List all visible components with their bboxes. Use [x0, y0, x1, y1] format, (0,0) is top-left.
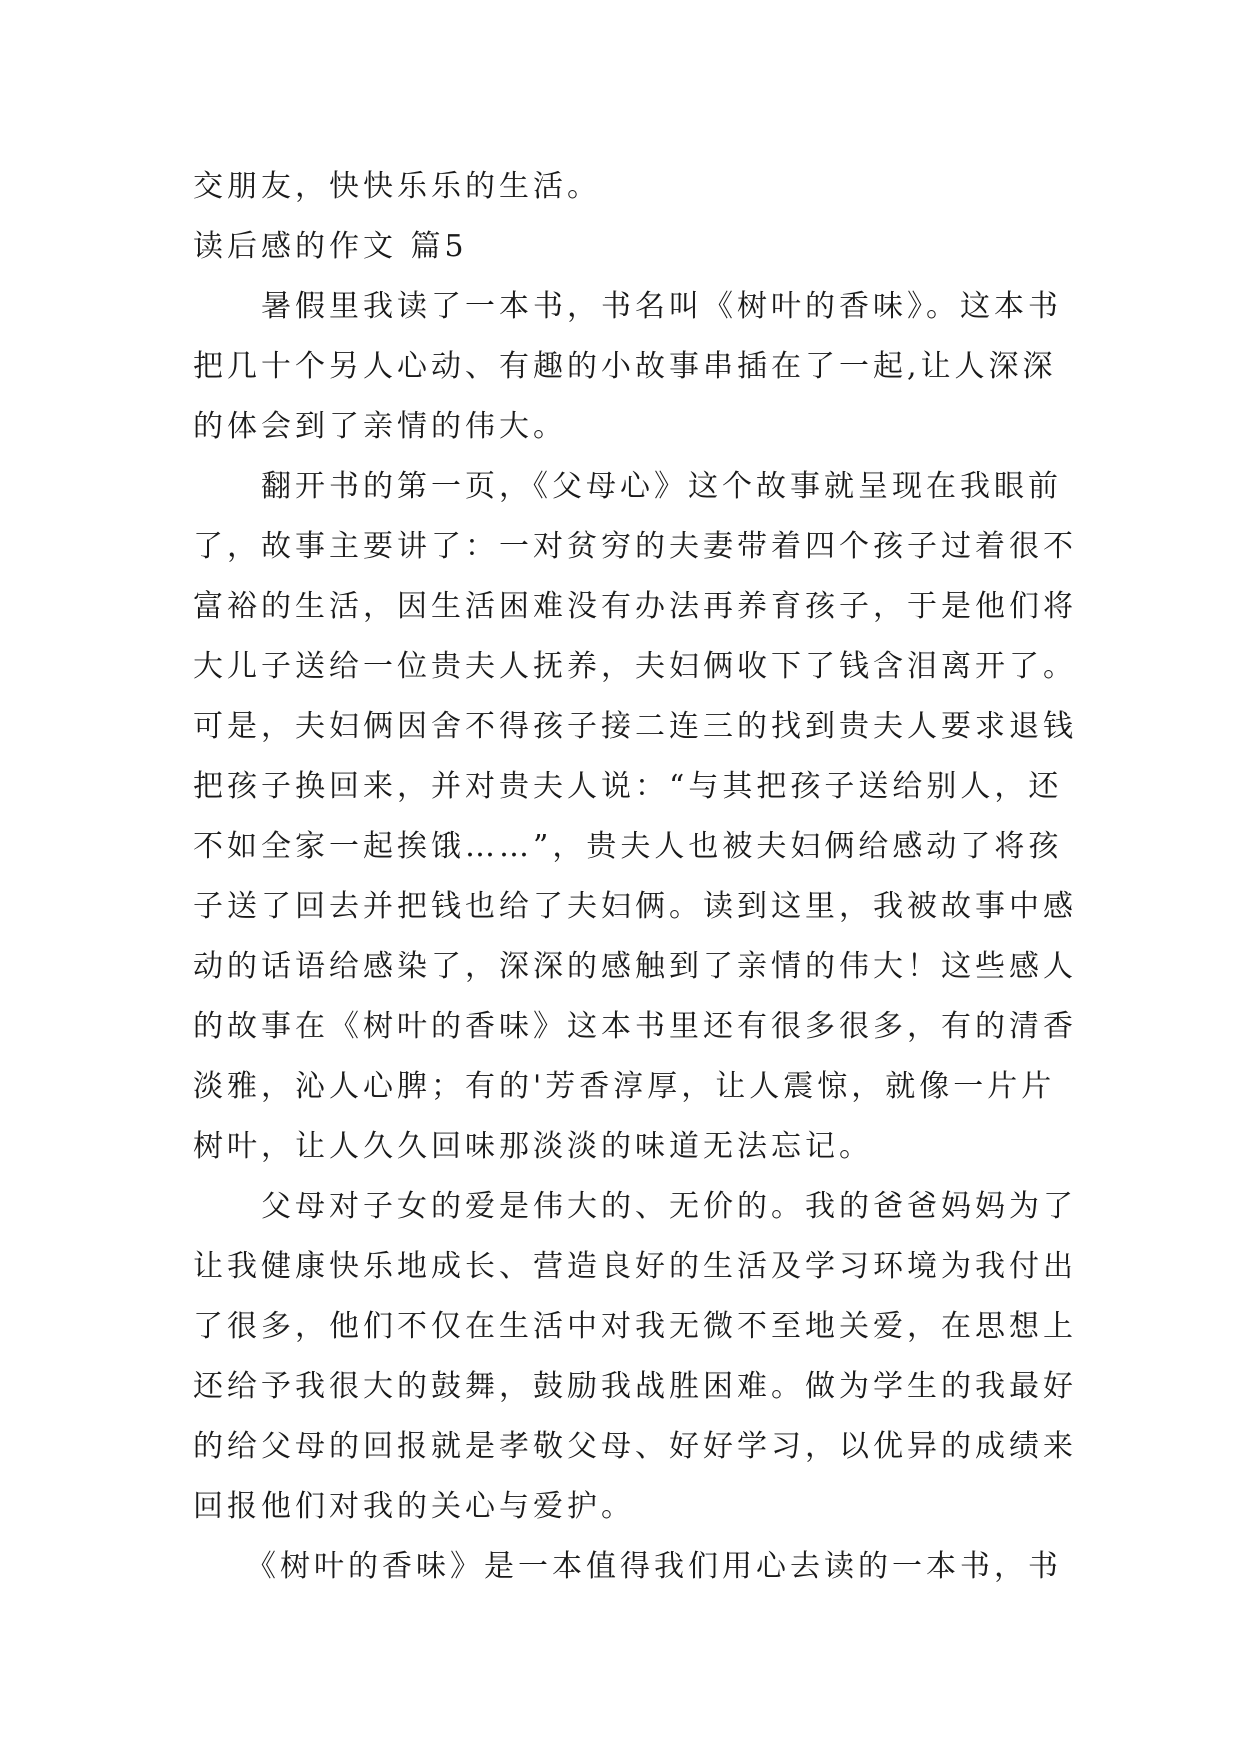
text-line: 回报他们对我的关心与爱护。 — [193, 1489, 635, 1524]
text-line: 还给予我很大的鼓舞，鼓励我战胜困难。做为学生的我最好 — [193, 1369, 1077, 1404]
text-line: 树叶，让人久久回味那淡淡的味道无法忘记。 — [193, 1129, 873, 1164]
text-line: 富裕的生活，因生活困难没有办法再养育孩子，于是他们将 — [193, 589, 1077, 624]
text-line: 大儿子送给一位贵夫人抚养，夫妇俩收下了钱含泪离开了。 — [193, 649, 1077, 684]
text-line: 把几十个另人心动、有趣的小故事串插在了一起,让人深深 — [193, 349, 1057, 384]
text-line: 了，故事主要讲了：一对贫穷的夫妻带着四个孩子过着很不 — [193, 529, 1077, 564]
text-line: 了很多，他们不仅在生活中对我无微不至地关爱，在思想上 — [193, 1309, 1077, 1344]
text-line: 父母对子女的爱是伟大的、无价的。我的爸爸妈妈为了 — [193, 1189, 1077, 1224]
text-line: 淡雅，沁人心脾；有的'芳香淳厚，让人震惊，就像一片片 — [193, 1069, 1056, 1104]
text-line: 交朋友，快快乐乐的生活。 — [193, 169, 601, 204]
text-line: 子送了回去并把钱也给了夫妇俩。读到这里，我被故事中感 — [193, 889, 1077, 924]
text-line: 不如全家一起挨饿……”，贵夫人也被夫妇俩给感动了将孩 — [193, 829, 1063, 864]
text-line: 翻开书的第一页，《父母心》这个故事就呈现在我眼前 — [193, 469, 1062, 504]
text-line: 把孩子换回来，并对贵夫人说：“与其把孩子送给别人，还 — [193, 769, 1063, 804]
text-line: 让我健康快乐地成长、营造良好的生活及学习环境为我付出 — [193, 1249, 1077, 1284]
text-line: 的故事在《树叶的香味》这本书里还有很多很多，有的清香 — [193, 1009, 1077, 1044]
text-line: 《树叶的香味》是一本值得我们用心去读的一本书，书 — [193, 1549, 1062, 1584]
text-line: 暑假里我读了一本书，书名叫《树叶的香味》。这本书 — [193, 289, 1062, 324]
text-line: 的体会到了亲情的伟大。 — [193, 409, 567, 444]
section-heading: 读后感的作文 篇5 — [193, 229, 468, 264]
text-line: 的给父母的回报就是孝敬父母、好好学习，以优异的成绩来 — [193, 1429, 1077, 1464]
text-line: 动的话语给感染了，深深的感触到了亲情的伟大！这些感人 — [193, 949, 1077, 984]
text-line: 可是，夫妇俩因舍不得孩子接二连三的找到贵夫人要求退钱 — [193, 709, 1077, 744]
